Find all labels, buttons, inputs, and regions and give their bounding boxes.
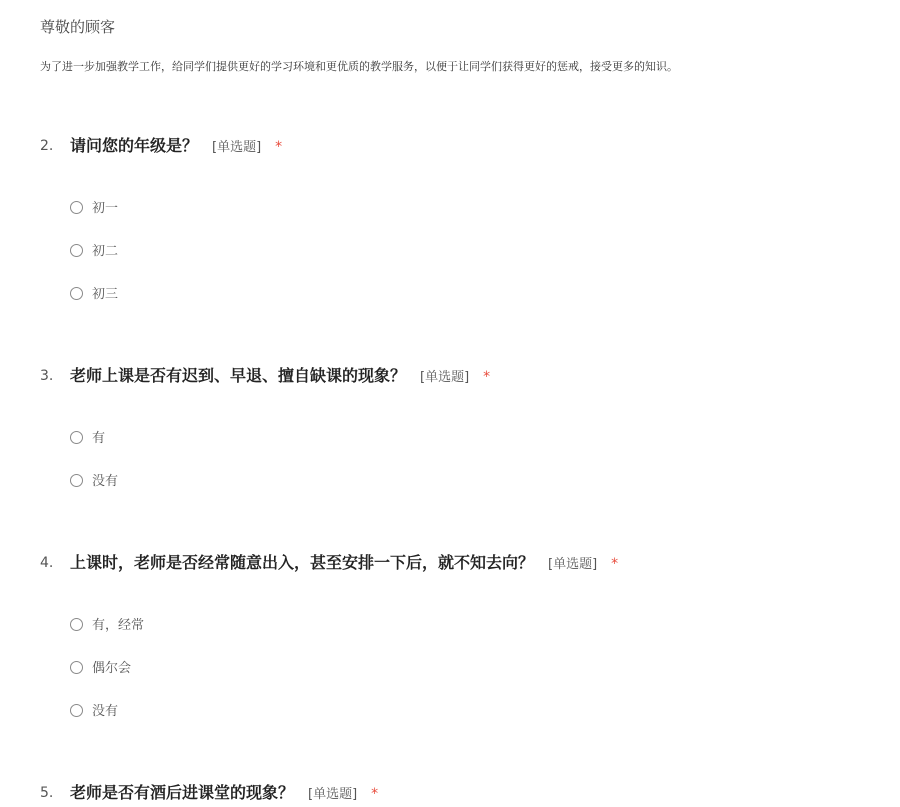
option-yes[interactable] (70, 430, 118, 473)
question-header (40, 781, 880, 805)
option-grade-2[interactable] (70, 243, 118, 286)
question-3 (40, 364, 880, 489)
question-type-tag: [单选题] (420, 370, 470, 385)
required-asterisk: * (275, 139, 283, 155)
question-title (70, 134, 282, 160)
question-header (40, 364, 880, 388)
option-grade-1[interactable] (70, 200, 118, 243)
question-title (70, 551, 618, 577)
radio-icon[interactable] (70, 661, 83, 674)
option-label[interactable]: 没有 (92, 474, 119, 489)
radio-icon[interactable] (70, 431, 83, 444)
radio-icon[interactable] (70, 287, 83, 300)
question-title (70, 364, 490, 390)
radio-icon[interactable] (70, 704, 83, 717)
option-label[interactable]: 没有 (92, 704, 119, 719)
question-title (70, 781, 378, 807)
question-title-text: 老师上课是否有迟到、早退、擅自缺课的现象？ (70, 366, 407, 385)
question-5 (40, 781, 880, 805)
option-label[interactable]: 有，经常 (92, 618, 145, 633)
question-4 (40, 551, 880, 719)
option-label[interactable]: 偶尔会 (92, 661, 132, 676)
option-no[interactable] (70, 473, 118, 516)
question-title-text: 上课时，老师是否经常随意出入，甚至安排一下后，就不知去向？ (70, 553, 535, 572)
option-label[interactable]: 初三 (92, 287, 119, 302)
option-label[interactable]: 有 (92, 431, 106, 446)
question-type-tag: [单选题] (212, 140, 262, 155)
required-asterisk: * (611, 556, 619, 572)
option-never[interactable] (70, 703, 144, 746)
question-2 (40, 134, 880, 302)
required-asterisk: * (371, 786, 379, 802)
question-number: 4. (40, 555, 54, 571)
options-list (70, 200, 118, 329)
question-type-tag: [单选题] (308, 787, 358, 802)
question-number: 5. (40, 785, 54, 801)
required-asterisk: * (483, 369, 491, 385)
question-header (40, 551, 880, 575)
option-sometimes[interactable] (70, 660, 144, 703)
question-title-text: 老师是否有酒后进课堂的现象？ (70, 783, 295, 802)
intro-text: 为了进一步加强教学工作，给同学们提供更好的学习环境和更优质的教学服务，以便于让同学们获得更好的惩戒，接受更多的知识。 (40, 60, 678, 73)
greeting-text: 尊敬的顾客 (40, 18, 116, 36)
option-often[interactable] (70, 617, 144, 660)
radio-icon[interactable] (70, 244, 83, 257)
question-type-tag: [单选题] (548, 557, 598, 572)
options-list (70, 617, 144, 746)
radio-icon[interactable] (70, 474, 83, 487)
option-label[interactable]: 初一 (92, 201, 119, 216)
radio-icon[interactable] (70, 618, 83, 631)
question-number: 3. (40, 368, 54, 384)
question-title-text: 请问您的年级是？ (70, 136, 199, 155)
option-label[interactable]: 初二 (92, 244, 119, 259)
radio-icon[interactable] (70, 201, 83, 214)
question-number: 2. (40, 138, 54, 154)
options-list (70, 430, 118, 516)
option-grade-3[interactable] (70, 286, 118, 329)
question-header (40, 134, 880, 158)
